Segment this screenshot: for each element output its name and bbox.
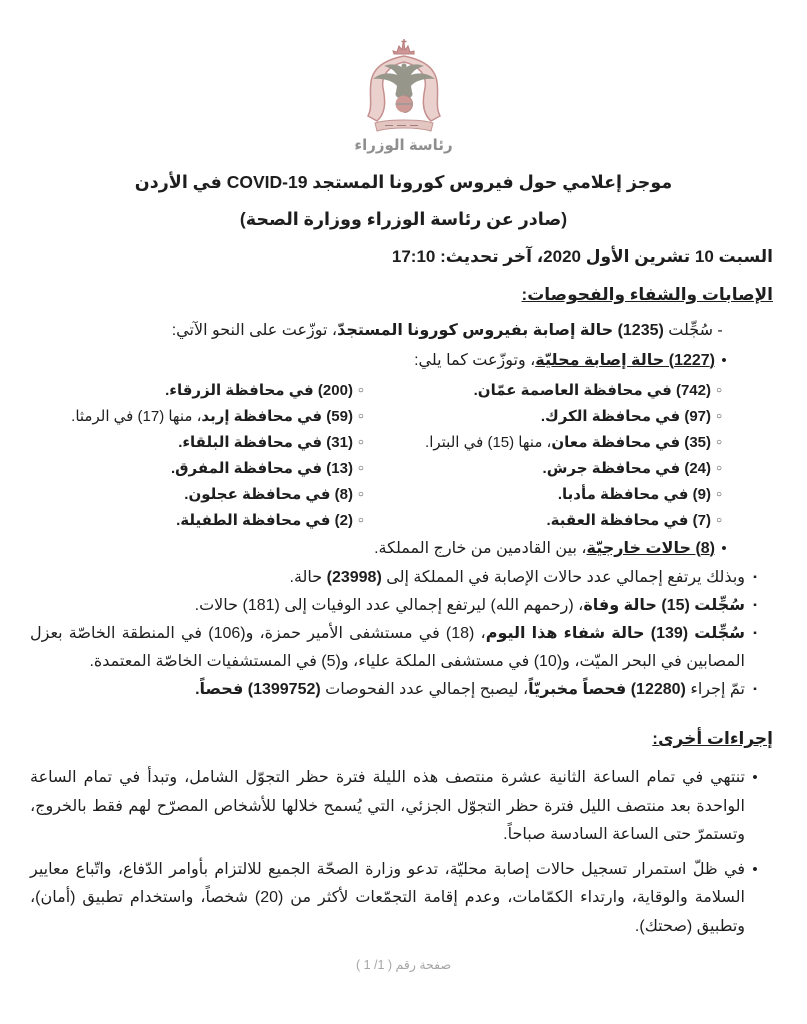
square-bullet-icon: ▪ [753, 572, 757, 583]
title-block [0, 164, 807, 275]
list-item-deaths [30, 592, 773, 620]
governorate-text: (24) في محافظة جرش. [542, 460, 711, 477]
doc-subtitle: (صادر عن رئاسة الوزراء ووزارة الصحة) [239, 209, 568, 229]
list-item-recoveries [30, 620, 773, 676]
circle-bullet-icon: ○ [715, 463, 723, 474]
governorate-text: (13) في محافظة المفرق. [170, 460, 353, 477]
list-item-lab-tests [30, 676, 773, 704]
jordan-coat-of-arms-icon [339, 38, 469, 134]
circle-bullet-icon: ○ [357, 437, 364, 448]
governorate-column-right [383, 378, 773, 534]
list-item-governorate-ajloun [30, 482, 383, 508]
section-heading-cases [0, 280, 807, 310]
list-item-governorate-jerash [383, 456, 773, 482]
section-heading-cases-text: الإصابات والشفاء والفحوصات: [521, 285, 773, 304]
bullet-icon: • [752, 769, 758, 786]
bullet-icon: • [721, 352, 727, 369]
list-item-governorate-mafraq [30, 456, 383, 482]
list-item-governorate-maan [383, 430, 773, 456]
list-item-local-cases [30, 346, 773, 376]
list-item-total-new-cases [30, 316, 773, 346]
list-item-governorate-balqa [30, 430, 383, 456]
list-item-external-cases [30, 534, 773, 564]
list-item-governorate-zarqa [30, 378, 383, 404]
square-bullet-icon: ▪ [753, 600, 757, 611]
circle-bullet-icon: ○ [357, 489, 364, 500]
governorate-text: (742) في محافظة العاصمة عمّان. [473, 382, 711, 399]
governorate-text: (97) في محافظة الكرك. [540, 408, 711, 425]
governorate-text: (59) في محافظة إربد، منها (17) في الرمثا. [71, 408, 353, 425]
circle-bullet-icon: ○ [715, 437, 723, 448]
total-cumulative-cases-text: وبذلك يرتفع إجمالي عدد حالات الإصابة في المملكة إلى (23998) حالة. [289, 569, 745, 586]
doc-title: موجز إعلامي حول فيروس كورونا المستجد COVID-19 في الأردن [134, 172, 673, 192]
circle-bullet-icon: ○ [715, 515, 723, 526]
page-number: صفحة رقم ( 1/ 1 ) [355, 958, 452, 972]
governorate-columns [30, 378, 773, 534]
list-item-governorate-tafilah [30, 508, 383, 534]
dash-marker: - [717, 322, 723, 339]
bullet-icon: • [752, 860, 758, 878]
bullet-icon: • [721, 540, 727, 557]
governorate-text: (9) في محافظة مأدبا. [557, 486, 711, 503]
logo-block [0, 0, 807, 154]
curfew-text: تنتهي في تمام الساعة الثانية عشرة منتصف هذه الليلة فترة حظر التجوّل الشامل، وتبدأ في تمام الساعة الواحدة بعد منتصف الليل فترة حظر التجوّل الجزئي، التي يُسمح خلالها للأشخاص المصرّح لهم فقط بالخروج، وتستمرّ حتى الساعة السادسة صباحاً. [30, 769, 745, 843]
health-guidance-text: في ظلّ استمرار تسجيل حالات إصابة محليّة، تدعو وزارة الصحّة الجميع للالتزام بأوامر الدّفاع، واتّباع معايير السلامة والوقاية، وارتداء الكمّامات، وعدم إقامة التجمّعات لأكثر من (20) شخصاً، واستخدام تطبيق (أمان)، وتطبيق (صحتك). [30, 860, 746, 935]
circle-bullet-icon: ○ [715, 385, 723, 396]
external-cases-text: (8) حالات خارجيّة، بين القادمين من خارج المملكة. [374, 540, 715, 557]
circle-bullet-icon: ○ [357, 515, 364, 526]
list-item-governorate-amman [383, 378, 773, 404]
list-item-governorate-karak [383, 404, 773, 430]
list-item-governorate-irbid [30, 404, 383, 430]
circle-bullet-icon: ○ [357, 385, 364, 396]
list-item-total-cumulative-cases [30, 564, 773, 592]
governorate-text: (2) في محافظة الطفيلة. [176, 512, 353, 529]
circle-bullet-icon: ○ [357, 411, 364, 422]
governorate-text: (8) في محافظة عجلون. [184, 486, 353, 503]
governorate-text: (7) في محافظة العقبة. [546, 512, 711, 529]
governorate-text: (200) في محافظة الزرقاء. [165, 382, 353, 399]
list-item-curfew [30, 764, 773, 850]
section-heading-measures [0, 724, 807, 754]
logo-caption: رئاسة الوزراء [354, 137, 453, 154]
local-cases-text: (1227) حالة إصابة محليّة، وتوزّعت كما يلي: [414, 352, 715, 369]
total-new-cases-text: سُجِّلت (1235) حالة إصابة بفيروس كورونا المستجدّ، توزّعت على النحو الآتي: [171, 322, 713, 339]
list-item-health-guidance [30, 856, 773, 942]
circle-bullet-icon: ○ [715, 489, 723, 500]
list-item-governorate-madaba [383, 482, 773, 508]
square-bullet-icon: ▪ [753, 628, 757, 639]
doc-dateline: السبت 10 تشرين الأول 2020، آخر تحديث: 17:10 [391, 247, 773, 266]
governorate-column-left [30, 378, 383, 534]
lab-tests-text: تمّ إجراء (12280) فحصاً مخبريّاً، ليصبح إجمالي عدد الفحوصات (1399752) فحصاً. [195, 681, 745, 698]
list-item-governorate-aqaba [383, 508, 773, 534]
section-measures-content [0, 764, 807, 941]
circle-bullet-icon: ○ [357, 463, 364, 474]
governorate-text: (35) في محافظة معان، منها (15) في البترا. [425, 434, 711, 451]
deaths-text: سُجِّلت (15) حالة وفاة، (رحمهم الله) ليرتفع إجمالي عدد الوفيات إلى (181) حالات. [194, 597, 745, 614]
section-heading-measures-text: إجراءات أخرى: [652, 729, 773, 748]
circle-bullet-icon: ○ [715, 411, 723, 422]
square-bullet-icon: ▪ [753, 684, 757, 695]
governorate-text: (31) في محافظة البلقاء. [178, 434, 353, 451]
section-cases-content [0, 316, 807, 704]
recoveries-text: سُجِّلت (139) حالة شفاء هذا اليوم، (18) في مستشفى الأمير حمزة، و(106) في المنطقة الخاصّة بعزل المصابين في البحر الميّت، و(10) في مستشفى الملكة علياء، و(5) في المستشفيات الخاصّة المعتمدة. [30, 625, 746, 670]
